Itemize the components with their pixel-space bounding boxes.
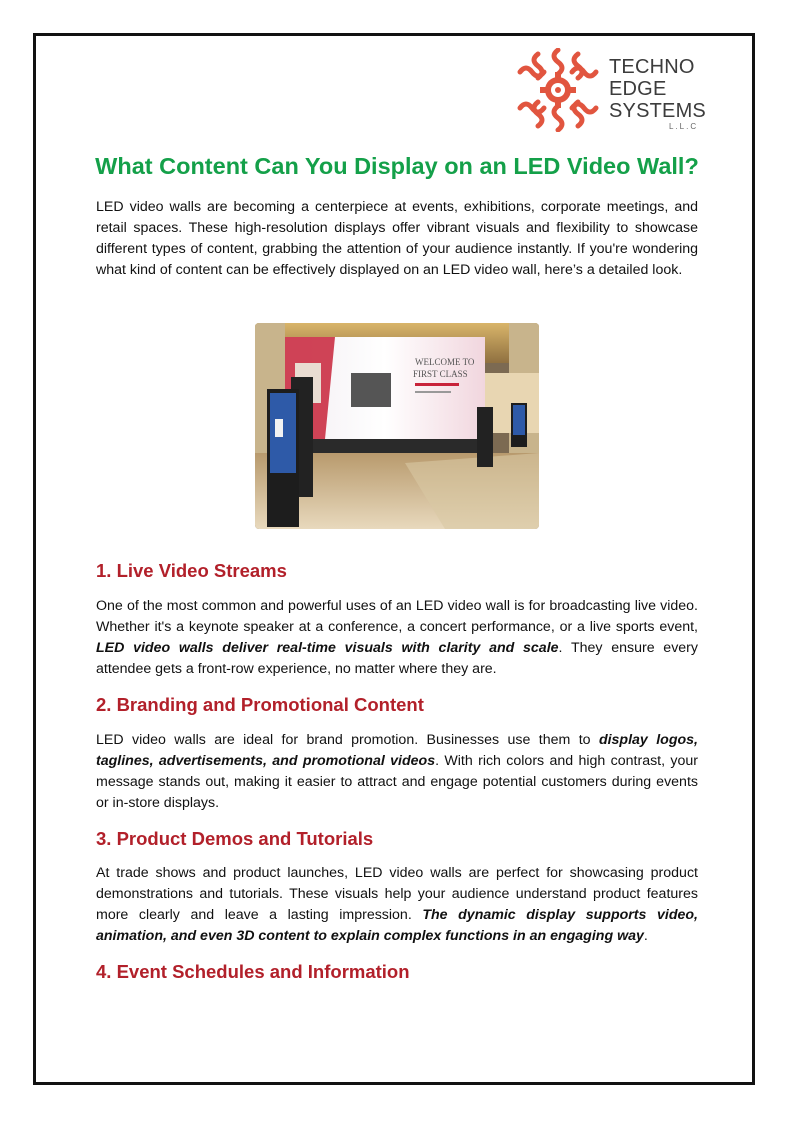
- section-3-emphasis: The dynamic display supports video, animation, and even 3D content to explain complex functions in an engaging way: [96, 907, 698, 944]
- screen-heading-2: FIRST CLASS: [413, 369, 468, 379]
- techno-edge-emblem-icon: [516, 48, 600, 132]
- section-1-emphasis: LED video walls deliver real-time visuals with clarity and scale: [96, 640, 559, 656]
- section-1-paragraph: One of the most common and powerful uses of an LED video wall is for broadcasting live video. Whether it's a keynote speaker at a conference, a concert performance, or a live sports event, LED video walls deliver real-time visuals with clarity and scale. They ensure every attendee gets a front-row experience, no matter where they are.: [96, 598, 698, 677]
- logo-line-2: EDGE: [609, 78, 667, 100]
- section-3-heading: 3. Product Demos and Tutorials: [96, 828, 374, 849]
- section-2-heading: 2. Branding and Promotional Content: [96, 694, 424, 715]
- section-1-heading: 1. Live Video Streams: [96, 560, 287, 581]
- logo-wordmark: [609, 56, 706, 122]
- logo-line-3: SYSTEMS: [609, 100, 706, 122]
- section-3-paragraph: At trade shows and product launches, LED video walls are perfect for showcasing product demonstrations and tutorials. These visuals help your audience understand product features more clearly and leave a lasting impression. The dynamic display supports video, animation, and even 3D content to explain complex functions in an engaging way.: [96, 865, 698, 944]
- logo-line-1: TECHNO: [609, 56, 695, 78]
- company-logo: [516, 46, 706, 132]
- page-title: What Content Can You Display on an LED Video Wall?: [95, 153, 699, 179]
- intro-paragraph: LED video walls are becoming a centerpiece at events, exhibitions, corporate meetings, and retail spaces. These high-resolution displays offer vibrant visuals and flexibility to showcase different types of content, grabbing the attention of your audience instantly. If you're wondering what kind of content can be effectively displayed on an LED video wall, here’s a detailed look.: [96, 199, 698, 278]
- screen-heading-1: WELCOME TO: [415, 357, 475, 367]
- logo-suffix: L.L.C: [669, 122, 699, 131]
- section-2-paragraph: LED video walls are ideal for brand promotion. Businesses use them to display logos, taglines, advertisements, and promotional videos. With rich colors and high contrast, your message stands out, making it easier to attract and engage potential customers during events or in-store displays.: [96, 732, 698, 811]
- section-2-emphasis: display logos, taglines, advertisements, and promotional videos: [96, 732, 698, 769]
- section-4-heading: 4. Event Schedules and Information: [96, 961, 410, 982]
- event-photo: [255, 323, 539, 529]
